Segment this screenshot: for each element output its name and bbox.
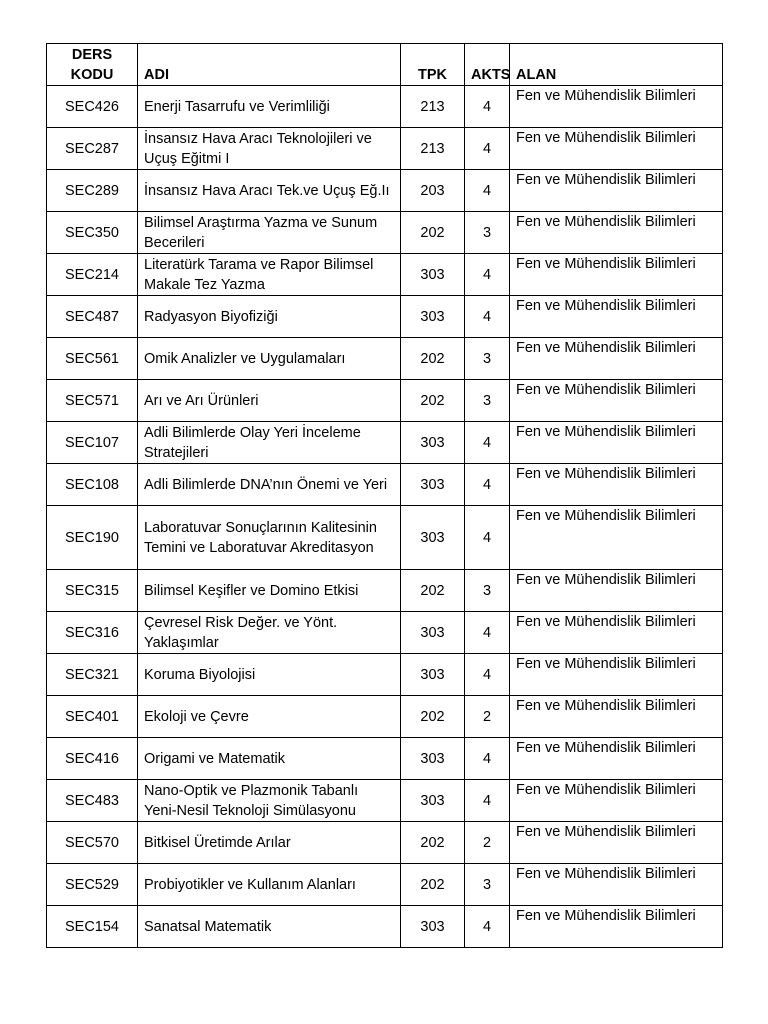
- course-code-cell: SEC570: [47, 822, 138, 864]
- header-akts: AKTS: [465, 44, 510, 86]
- course-code-cell: SEC350: [47, 212, 138, 254]
- table-row: [47, 170, 723, 212]
- table-row: [47, 86, 723, 128]
- table-row: [47, 296, 723, 338]
- alan-cell: Fen ve Mühendislik Bilimleri: [510, 570, 723, 612]
- alan-cell: Fen ve Mühendislik Bilimleri: [510, 738, 723, 780]
- alan-cell: Fen ve Mühendislik Bilimleri: [510, 128, 723, 170]
- course-code-cell: SEC321: [47, 654, 138, 696]
- tpk-cell: 203: [401, 170, 465, 212]
- course-code-cell: SEC315: [47, 570, 138, 612]
- table-row: [47, 212, 723, 254]
- tpk-cell: 202: [401, 570, 465, 612]
- course-name-cell: Probiyotikler ve Kullanım Alanları: [138, 864, 401, 906]
- course-name-cell: Çevresel Risk Değer. ve Yönt. Yaklaşımlar: [138, 612, 401, 654]
- alan-cell: Fen ve Mühendislik Bilimleri: [510, 612, 723, 654]
- tpk-cell: 303: [401, 780, 465, 822]
- alan-cell: Fen ve Mühendislik Bilimleri: [510, 864, 723, 906]
- header-tpk: TPK: [401, 44, 465, 86]
- table-row: [47, 464, 723, 506]
- course-code-cell: SEC529: [47, 864, 138, 906]
- course-name-cell: Laboratuvar Sonuçlarının Kalitesinin Temini ve Laboratuvar Akreditasyon: [138, 506, 401, 570]
- tpk-cell: 213: [401, 128, 465, 170]
- alan-cell: Fen ve Mühendislik Bilimleri: [510, 654, 723, 696]
- course-code-cell: SEC287: [47, 128, 138, 170]
- tpk-cell: 303: [401, 906, 465, 948]
- course-code-cell: SEC571: [47, 380, 138, 422]
- course-name-cell: Koruma Biyolojisi: [138, 654, 401, 696]
- tpk-cell: 202: [401, 864, 465, 906]
- tpk-cell: 202: [401, 338, 465, 380]
- akts-cell: 2: [465, 822, 510, 864]
- akts-cell: 4: [465, 654, 510, 696]
- course-name-cell: Radyasyon Biyofiziği: [138, 296, 401, 338]
- table-row: [47, 906, 723, 948]
- akts-cell: 4: [465, 128, 510, 170]
- akts-cell: 4: [465, 86, 510, 128]
- tpk-cell: 202: [401, 822, 465, 864]
- course-name-cell: Bitkisel Üretimde Arılar: [138, 822, 401, 864]
- course-name-cell: Adli Bilimlerde Olay Yeri İnceleme Stratejileri: [138, 422, 401, 464]
- header-code: DERS KODU: [47, 44, 138, 86]
- course-code-cell: SEC561: [47, 338, 138, 380]
- table-body: [47, 86, 723, 948]
- course-name-cell: Literatürk Tarama ve Rapor Bilimsel Makale Tez Yazma: [138, 254, 401, 296]
- alan-cell: Fen ve Mühendislik Bilimleri: [510, 296, 723, 338]
- course-code-cell: SEC154: [47, 906, 138, 948]
- header-name: ADI: [138, 44, 401, 86]
- tpk-cell: 303: [401, 654, 465, 696]
- tpk-cell: 303: [401, 422, 465, 464]
- course-code-cell: SEC426: [47, 86, 138, 128]
- tpk-cell: 202: [401, 380, 465, 422]
- header-row: [47, 44, 723, 86]
- course-code-cell: SEC190: [47, 506, 138, 570]
- table-row: [47, 654, 723, 696]
- akts-cell: 4: [465, 296, 510, 338]
- akts-cell: 4: [465, 780, 510, 822]
- course-name-cell: Enerji Tasarrufu ve Verimliliği: [138, 86, 401, 128]
- course-code-cell: SEC108: [47, 464, 138, 506]
- alan-cell: Fen ve Mühendislik Bilimleri: [510, 380, 723, 422]
- course-name-cell: İnsansız Hava Aracı Teknolojileri ve Uçuş Eğitmi I: [138, 128, 401, 170]
- akts-cell: 3: [465, 380, 510, 422]
- alan-cell: Fen ve Mühendislik Bilimleri: [510, 822, 723, 864]
- table-row: [47, 738, 723, 780]
- table-row: [47, 506, 723, 570]
- tpk-cell: 303: [401, 612, 465, 654]
- akts-cell: 4: [465, 170, 510, 212]
- course-code-cell: SEC214: [47, 254, 138, 296]
- course-code-cell: SEC289: [47, 170, 138, 212]
- akts-cell: 4: [465, 612, 510, 654]
- akts-cell: 4: [465, 464, 510, 506]
- course-name-cell: Omik Analizler ve Uygulamaları: [138, 338, 401, 380]
- table-row: [47, 612, 723, 654]
- course-code-cell: SEC316: [47, 612, 138, 654]
- course-name-cell: Arı ve Arı Ürünleri: [138, 380, 401, 422]
- alan-cell: Fen ve Mühendislik Bilimleri: [510, 86, 723, 128]
- tpk-cell: 213: [401, 86, 465, 128]
- course-name-cell: Ekoloji ve Çevre: [138, 696, 401, 738]
- alan-cell: Fen ve Mühendislik Bilimleri: [510, 422, 723, 464]
- alan-cell: Fen ve Mühendislik Bilimleri: [510, 696, 723, 738]
- alan-cell: Fen ve Mühendislik Bilimleri: [510, 780, 723, 822]
- course-name-cell: Bilimsel Araştırma Yazma ve Sunum Becerileri: [138, 212, 401, 254]
- akts-cell: 4: [465, 254, 510, 296]
- course-code-cell: SEC483: [47, 780, 138, 822]
- courses-table: [46, 43, 723, 948]
- akts-cell: 2: [465, 696, 510, 738]
- alan-cell: Fen ve Mühendislik Bilimleri: [510, 506, 723, 570]
- alan-cell: Fen ve Mühendislik Bilimleri: [510, 338, 723, 380]
- akts-cell: 4: [465, 906, 510, 948]
- akts-cell: 3: [465, 338, 510, 380]
- akts-cell: 4: [465, 422, 510, 464]
- akts-cell: 4: [465, 738, 510, 780]
- course-code-cell: SEC401: [47, 696, 138, 738]
- course-name-cell: Adli Bilimlerde DNA’nın Önemi ve Yeri: [138, 464, 401, 506]
- table-row: [47, 570, 723, 612]
- course-code-cell: SEC487: [47, 296, 138, 338]
- course-name-cell: Nano-Optik ve Plazmonik Tabanlı Yeni-Nesil Teknoloji Simülasyonu: [138, 780, 401, 822]
- tpk-cell: 303: [401, 296, 465, 338]
- table-row: [47, 254, 723, 296]
- table-row: [47, 780, 723, 822]
- tpk-cell: 202: [401, 212, 465, 254]
- table-row: [47, 128, 723, 170]
- table-row: [47, 338, 723, 380]
- tpk-cell: 202: [401, 696, 465, 738]
- course-name-cell: Sanatsal Matematik: [138, 906, 401, 948]
- akts-cell: 3: [465, 212, 510, 254]
- table-row: [47, 696, 723, 738]
- tpk-cell: 303: [401, 464, 465, 506]
- tpk-cell: 303: [401, 506, 465, 570]
- course-name-cell: Bilimsel Keşifler ve Domino Etkisi: [138, 570, 401, 612]
- tpk-cell: 303: [401, 738, 465, 780]
- alan-cell: Fen ve Mühendislik Bilimleri: [510, 906, 723, 948]
- table-row: [47, 380, 723, 422]
- akts-cell: 3: [465, 864, 510, 906]
- header-alan: ALAN: [510, 44, 723, 86]
- akts-cell: 3: [465, 570, 510, 612]
- course-code-cell: SEC416: [47, 738, 138, 780]
- table-row: [47, 422, 723, 464]
- alan-cell: Fen ve Mühendislik Bilimleri: [510, 254, 723, 296]
- table-row: [47, 822, 723, 864]
- course-code-cell: SEC107: [47, 422, 138, 464]
- akts-cell: 4: [465, 506, 510, 570]
- course-name-cell: Origami ve Matematik: [138, 738, 401, 780]
- alan-cell: Fen ve Mühendislik Bilimleri: [510, 170, 723, 212]
- alan-cell: Fen ve Mühendislik Bilimleri: [510, 212, 723, 254]
- tpk-cell: 303: [401, 254, 465, 296]
- table-row: [47, 864, 723, 906]
- alan-cell: Fen ve Mühendislik Bilimleri: [510, 464, 723, 506]
- course-name-cell: İnsansız Hava Aracı Tek.ve Uçuş Eğ.Iı: [138, 170, 401, 212]
